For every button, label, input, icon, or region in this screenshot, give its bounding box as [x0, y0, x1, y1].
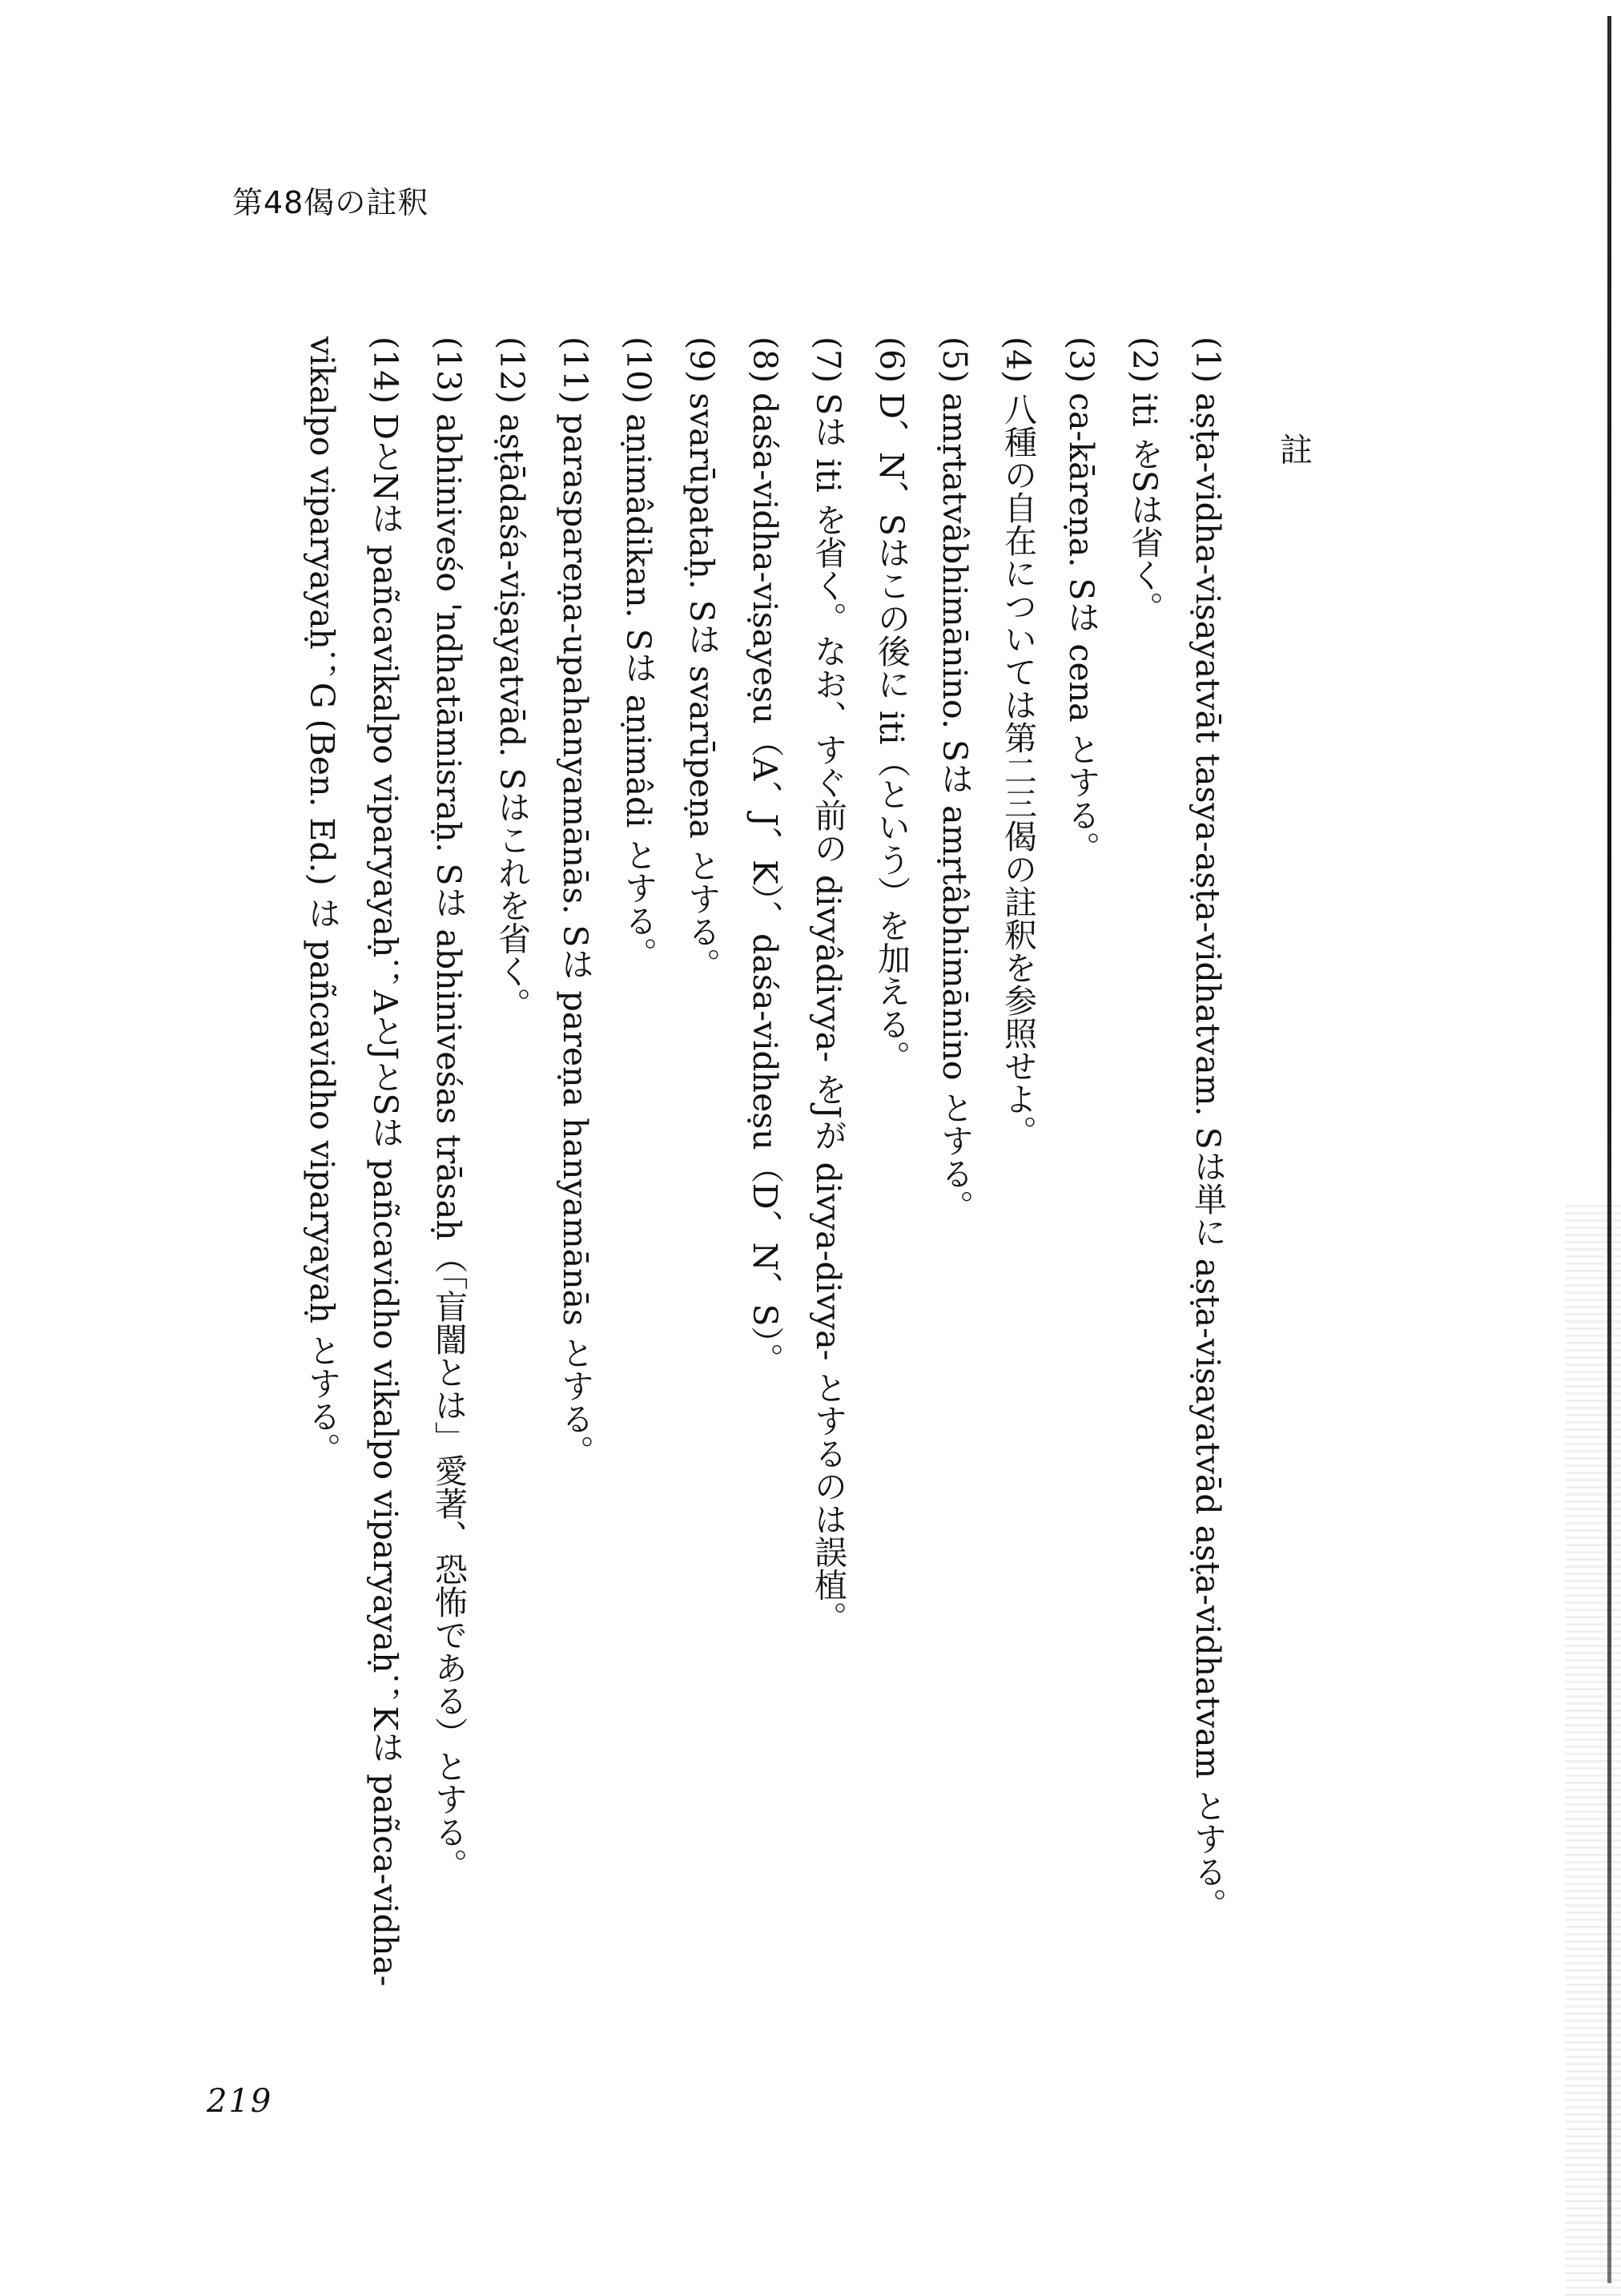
note-text: aṣṭa-vidha-viṣayatvāt tasya-aṣṭa-vidhatvam. Sは単に aṣṭa-viṣayatvād aṣṭa-vidhatvam とする。: [1189, 393, 1227, 1921]
note-text: iti をSは省く。: [1125, 393, 1164, 624]
scan-edge-noise: [1565, 1202, 1621, 2296]
note-text: amṛtatvâbhimānino. Sは amṛtâbhimānino とする。: [935, 393, 974, 1223]
note-text: 八種の自在については第二三偈の註釈を参照せよ。: [999, 393, 1037, 1149]
note-number: (14): [366, 336, 404, 405]
note-item: [670, 336, 733, 2083]
note-text: daśa-vidha-viṣayeṣu（A、J、K）、daśa-vidheṣu（D、N、S）。: [746, 393, 784, 1376]
note-item: [859, 336, 923, 2083]
note-item: [1049, 336, 1112, 2083]
note-item: [923, 336, 986, 2083]
note-number: (5): [935, 336, 974, 384]
note-item: [606, 336, 670, 2083]
note-text: DとNは pañcavikalpo viparyayaḥ；AとJとSは pañcavidho vikalpo viparyayaḥ；Kは pañca-vidha-vikalpo viparyayaḥ；G (Ben. Ed.) は pañcavidho viparyayaḥ とする。: [303, 336, 404, 1987]
running-head: 第48偈の註釈: [232, 185, 429, 220]
note-text: aṇimâdikan. Sは aṇimâdi とする。: [619, 413, 658, 970]
note-item: [480, 336, 543, 2083]
notes-section: [290, 336, 1325, 2083]
note-item: [1176, 336, 1239, 2083]
notes-heading: 註: [1274, 433, 1313, 465]
note-number: (9): [682, 336, 721, 384]
note-number: (10): [619, 336, 658, 405]
note-number: (8): [746, 336, 784, 384]
note-text: aṣṭādaśa-viṣayatvād. Sはこれを省く。: [493, 413, 531, 1021]
note-text: D、N、Sはこの後に iti（という）を加える。: [872, 393, 911, 1073]
note-item: [416, 336, 480, 2083]
note-text: svarūpataḥ. Sは svarūpeṇa とする。: [682, 393, 721, 981]
note-number: (3): [1062, 336, 1100, 384]
note-text: parasparеṇa-upahanyamānās. Sは pareṇa hanyamānās とする。: [556, 413, 594, 1468]
page-number: 219: [207, 2083, 273, 2120]
note-number: (7): [809, 336, 847, 384]
note-number: (4): [999, 336, 1037, 384]
note-item: [796, 336, 859, 2083]
note-number: (6): [872, 336, 911, 384]
note-number: (13): [429, 336, 468, 405]
note-number: (12): [493, 336, 531, 405]
note-item: [543, 336, 606, 2083]
note-text: Sは iti を省く。なお、すぐ前の divyâdivya- をJが divya-divya- とするのは誤植。: [809, 393, 847, 1634]
note-number: (2): [1125, 336, 1164, 384]
note-text: abhiniveśo 'ndhatāmisraḥ. Sは abhiniveśas trāsaḥ（「盲闇とは」愛著、恐怖である）とする。: [429, 413, 468, 1882]
note-item: [733, 336, 796, 2083]
note-item: [290, 336, 416, 2083]
note-number: (1): [1189, 336, 1227, 384]
note-number: (11): [556, 336, 594, 405]
note-text: ca-kāreṇa. Sは cena とする。: [1062, 393, 1100, 864]
note-item: [1112, 336, 1176, 2083]
note-item: [986, 336, 1049, 2083]
